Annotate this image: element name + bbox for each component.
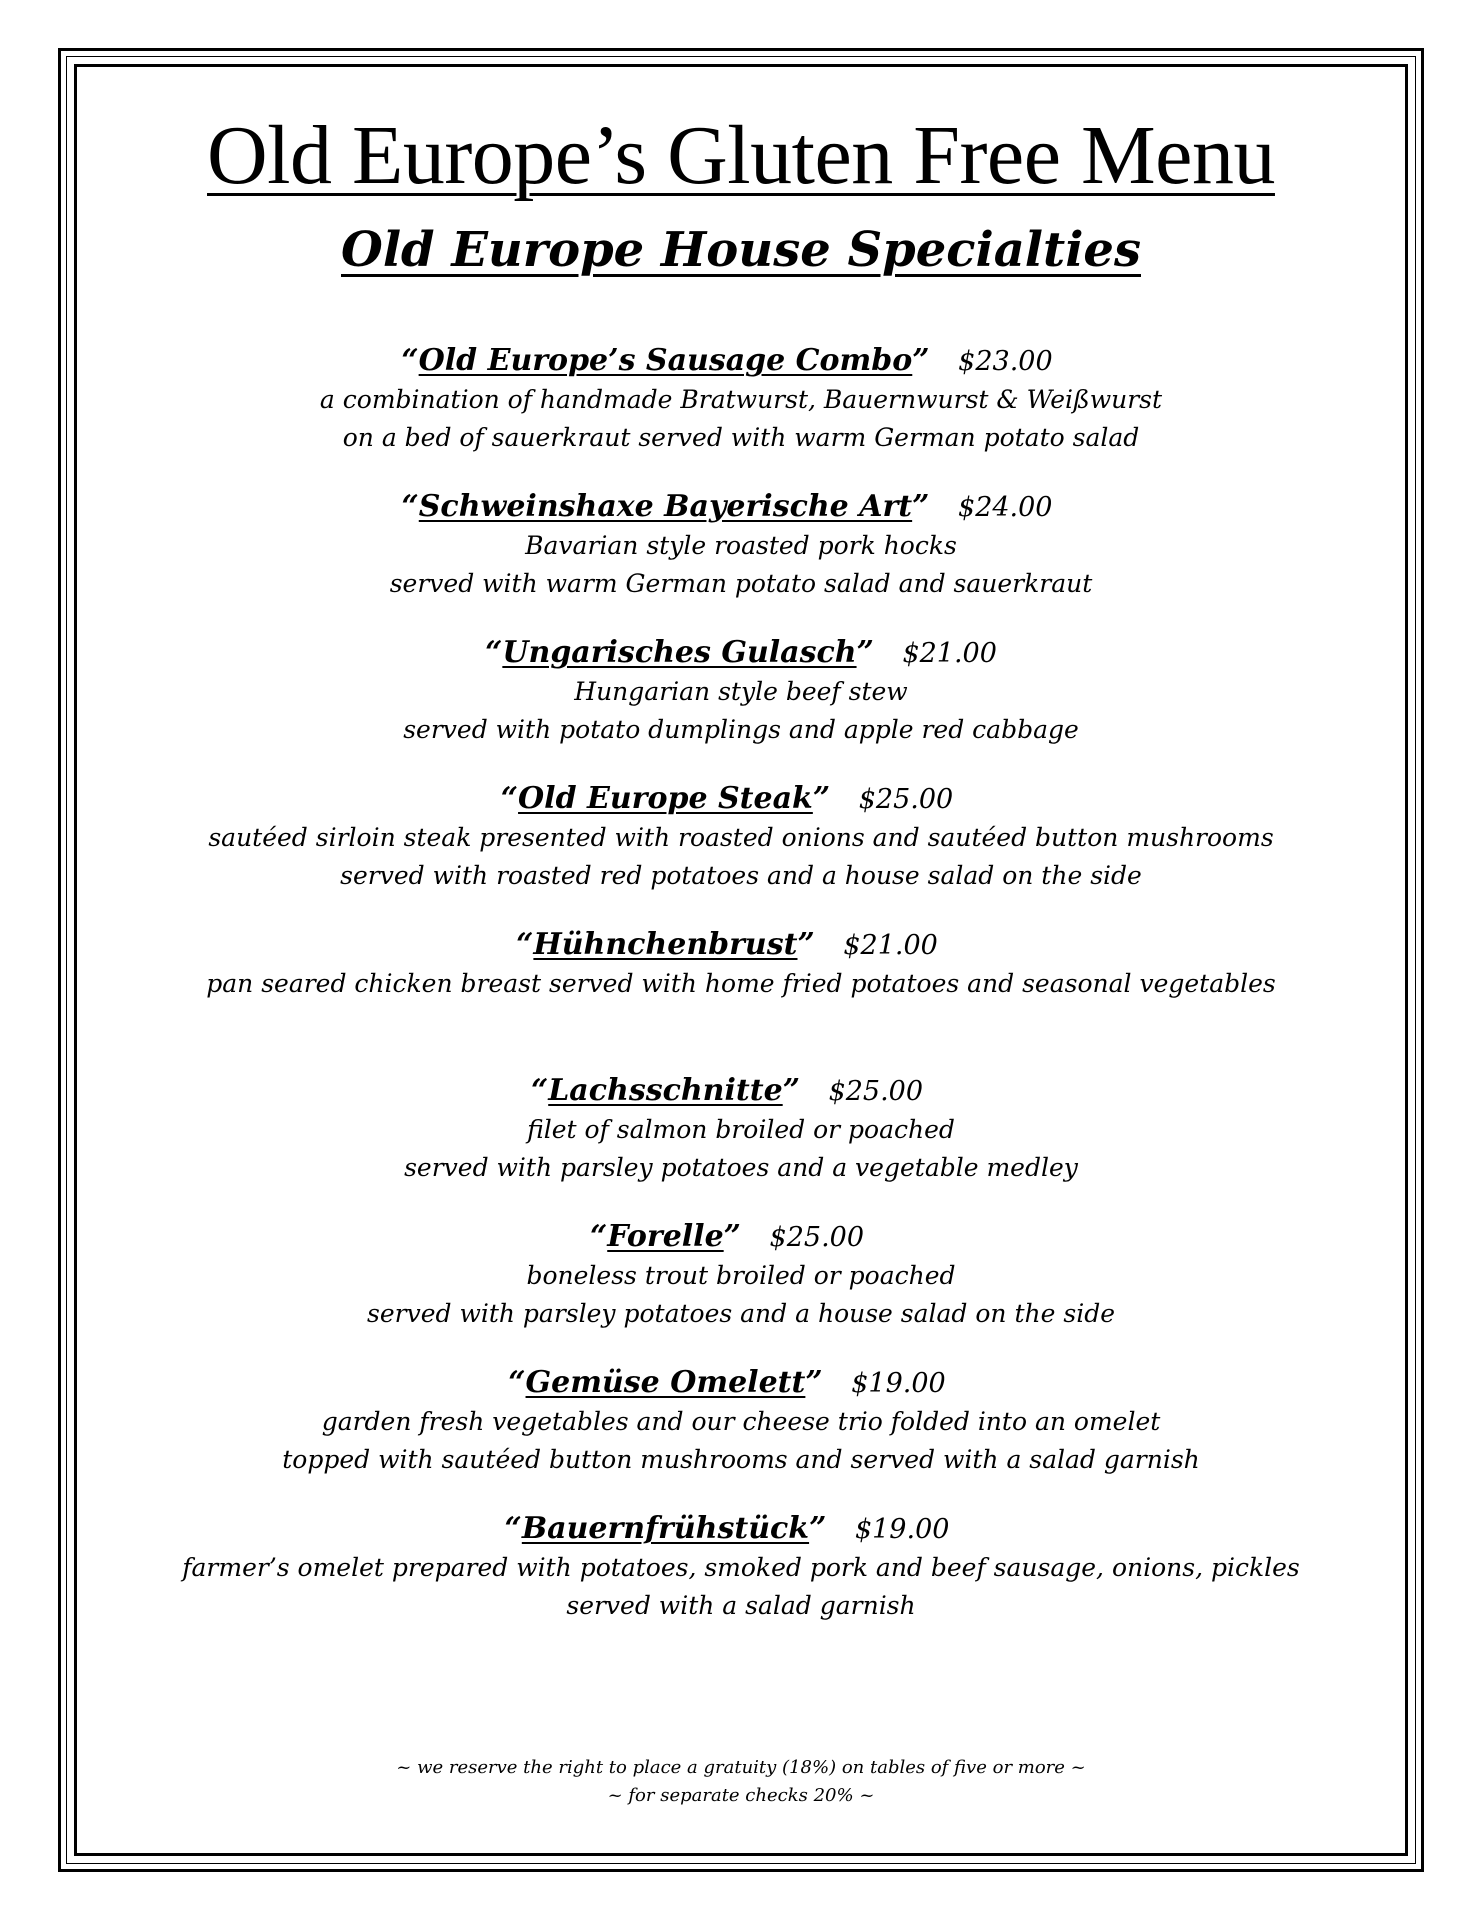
section-heading: Old Europe House Specialties [341,222,1141,278]
menu-item-price: $19.00 [851,1368,946,1399]
menu-item-name: Gemüse Omelett [525,1365,806,1400]
close-quote: ” [805,1365,823,1400]
menu-item-description: a combination of handmade Bratwurst, Bauernwurst & Weißwurst [319,385,1163,414]
menu-item [74,1218,1408,1333]
menu-item-heading [60,1510,1394,1549]
menu-item-heading [60,342,1394,381]
menu-item [74,634,1408,749]
menu-item-price: $25.00 [828,1076,924,1107]
open-quote: “ [530,1073,549,1108]
menu-item-description: served with roasted red potatoes and a house salad on the side [340,861,1142,890]
close-quote: ” [912,489,930,524]
menu-item-description: served with warm German potato salad and sauerkraut [389,569,1093,598]
menu-item-name: Old Europe’s Sausage Combo [418,343,913,378]
menu-item-price: $21.00 [902,638,997,669]
menu-item-description: on a bed of sauerkraut served with warm German potato salad [342,423,1140,452]
menu-item [74,488,1408,603]
close-quote: ” [856,635,874,670]
menu-item-name: Schweinshaxe Bayerische Art [418,489,913,524]
menu-item-description: boneless trout broiled or poached [526,1261,956,1290]
menu-item-price: $19.00 [854,1514,950,1545]
menu-item [74,1072,1408,1187]
open-quote: “ [589,1219,608,1254]
close-quote: ” [812,781,831,816]
open-quote: “ [401,343,419,378]
gratuity-note: ~ we reserve the right to place a gratuity (18%) on tables of five or more ~ [396,1757,1086,1778]
separate-checks-note: ~ for separate checks 20% ~ [607,1785,875,1806]
menu-item-description: served with parsley potatoes and a vegetable medley [404,1153,1078,1182]
open-quote: “ [485,635,503,670]
menu-item-name: Bauernfrühstück [521,1511,810,1546]
menu-item-heading [60,926,1394,965]
footer-note [74,1754,1408,1810]
close-quote: ” [809,1511,827,1546]
menu-item-name: Old Europe Steak [518,781,813,816]
menu-item-description: Bavarian style roasted pork hocks [525,531,957,560]
menu-item-description: garden fresh vegetables and our cheese trio folded into an omelet [321,1407,1161,1436]
menu-item-heading [60,488,1394,527]
close-quote: ” [912,343,930,378]
close-quote: ” [782,1073,800,1108]
menu-item [74,780,1408,895]
menu-item-description: served with potato dumplings and apple red cabbage [403,715,1079,744]
menu-item-heading [60,1218,1394,1257]
menu-item-description: served with a salad garnish [566,1591,916,1620]
menu-item-price: $21.00 [843,930,938,961]
menu-item [74,1364,1408,1479]
open-quote: “ [401,489,419,524]
open-quote: “ [500,781,519,816]
menu-item-name: Hühnchenbrust [533,927,798,962]
menu-item-price: $23.00 [958,346,1053,377]
menu-title: Old Europe’s Gluten Free Menu [207,109,1275,202]
menu-item-description: served with parsley potatoes and a house salad on the side [367,1299,1115,1328]
menu-item-price: $25.00 [769,1222,865,1253]
menu-item [74,342,1408,457]
open-quote: “ [508,1365,526,1400]
menu-item-price: $24.00 [958,492,1053,523]
menu-item-name: Lachsschnitte [548,1073,783,1108]
open-quote: “ [516,927,534,962]
menu-item-description: sautéed sirloin steak presented with roasted onions and sautéed button mushrooms [208,823,1274,852]
menu-item-description: pan seared chicken breast served with home fried potatoes and seasonal vegetables [206,969,1276,998]
menu-item-name: Forelle [607,1219,724,1254]
menu-item-name: Ungarisches Gulasch [502,635,857,670]
menu-item-description: topped with sautéed button mushrooms and served with a salad garnish [282,1445,1200,1474]
open-quote: “ [504,1511,522,1546]
menu-item-heading [74,634,1408,673]
menu-item-description: filet of salmon broiled or poached [527,1115,955,1144]
menu-item-price: $25.00 [858,784,954,815]
menu-item-heading [60,780,1394,819]
menu-item-description: Hungarian style beef stew [574,677,908,706]
close-quote: ” [723,1219,741,1254]
menu-item-heading [60,1072,1394,1111]
close-quote: ” [797,927,815,962]
menu-item [74,926,1408,1003]
menu-item-description: farmer’s omelet prepared with potatoes, smoked pork and beef sausage, onions, pickles [182,1553,1300,1582]
menu-item-heading [60,1364,1394,1403]
menu-item [74,1510,1408,1625]
